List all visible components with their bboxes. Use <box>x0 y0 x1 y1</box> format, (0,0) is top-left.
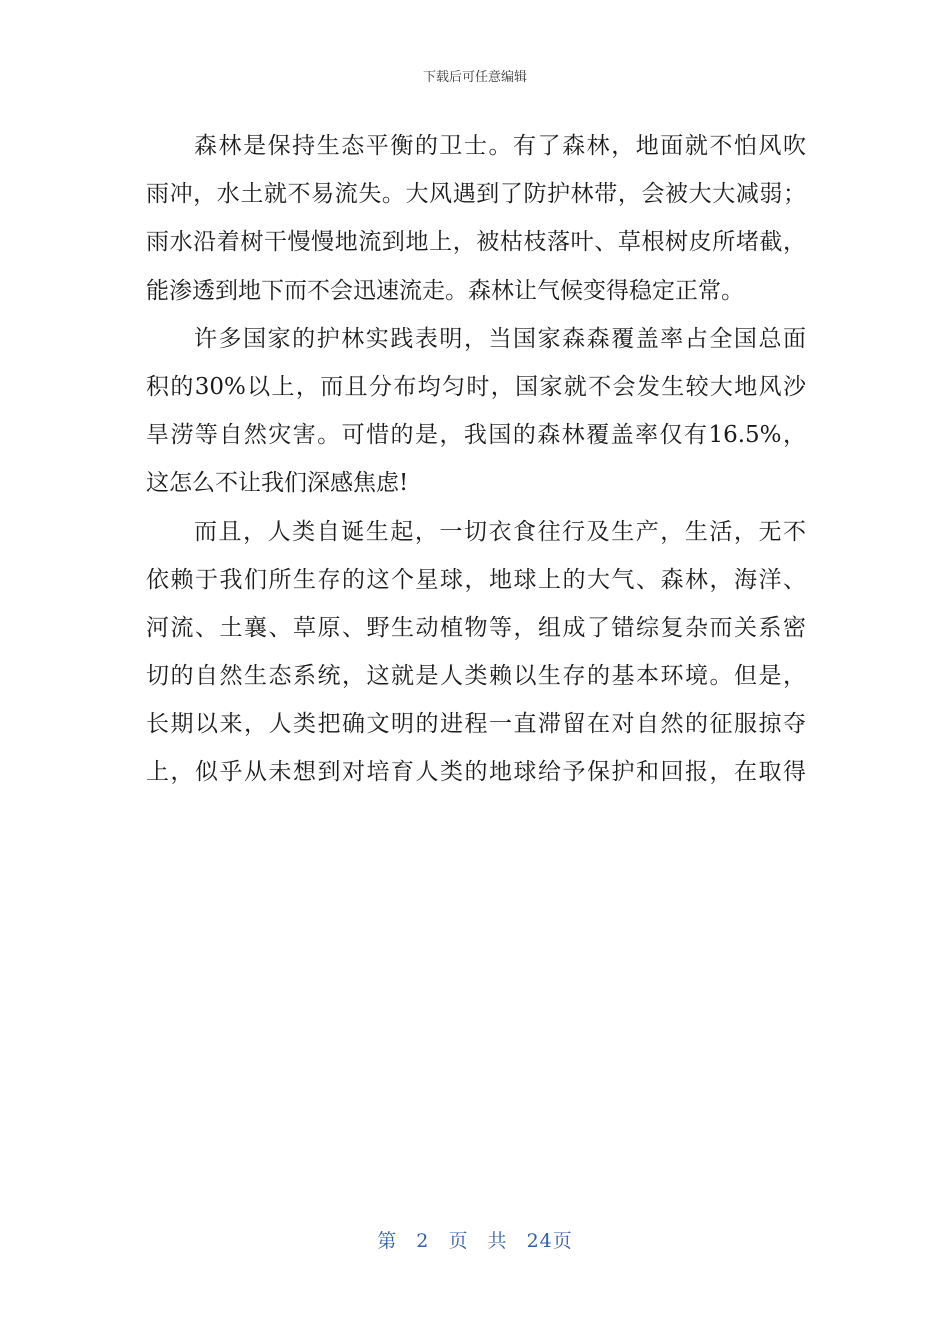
paragraph-3-line-1: 而且，人类自诞生起，一切衣食往行及生产，生活，无不 <box>194 518 806 545</box>
document-body <box>146 122 806 797</box>
paragraph-1-line-3: 雨水沿着树干慢慢地流到地上，被枯枝落叶、草根树皮所堵截， <box>146 229 806 256</box>
footer-total-pages: 24页 <box>526 1230 573 1252</box>
footer-label-total: 共 <box>487 1230 508 1252</box>
paragraph-3-line-6: 上，似乎从未想到对培育人类的地球给予保护和回报，在取得 <box>146 759 806 786</box>
paragraph-2-line-3: 旱涝等自然灾害。可惜的是，我国的森林覆盖率仅有16.5%， <box>146 422 806 449</box>
paragraph-2-line-2: 积的30%以上，而且分布均匀时，国家就不会发生较大地风沙 <box>146 373 806 400</box>
paragraph-3-line-5: 长期以来，人类把确文明的进程一直滞留在对自然的征服掠夺 <box>146 711 806 738</box>
paragraph-3-line-2: 依赖于我们所生存的这个星球，地球上的大气、森林，海洋、 <box>146 566 806 593</box>
page-footer-pagination <box>0 1226 950 1253</box>
footer-current-page: 2 <box>416 1230 430 1252</box>
page-header-note: 下载后可任意编辑 <box>422 70 527 85</box>
paragraph-1-line-2: 雨冲，水土就不易流失。大风遇到了防护林带，会被大大减弱； <box>146 181 806 208</box>
paragraph-3-line-3: 河流、土襄、草原、野生动植物等，组成了错综复杂而关系密 <box>146 614 806 641</box>
paragraph-1-line-4: 能渗透到地下而不会迅速流走。森林让气候变得稳定正常。 <box>146 277 744 304</box>
footer-label-unit: 页 <box>448 1230 469 1252</box>
paragraph-2-line-1: 许多国家的护林实践表明，当国家森森覆盖率占全国总面 <box>194 325 806 352</box>
paragraph-3-line-4: 切的自然生态系统，这就是人类赖以生存的基本环境。但是， <box>146 663 806 690</box>
paragraph-2-line-4: 这怎么不让我们深感焦虑! <box>146 470 409 497</box>
paragraph-1-line-1: 森林是保持生态平衡的卫士。有了森林，地面就不怕风吹 <box>194 133 806 159</box>
footer-label-page: 第 <box>377 1230 398 1252</box>
